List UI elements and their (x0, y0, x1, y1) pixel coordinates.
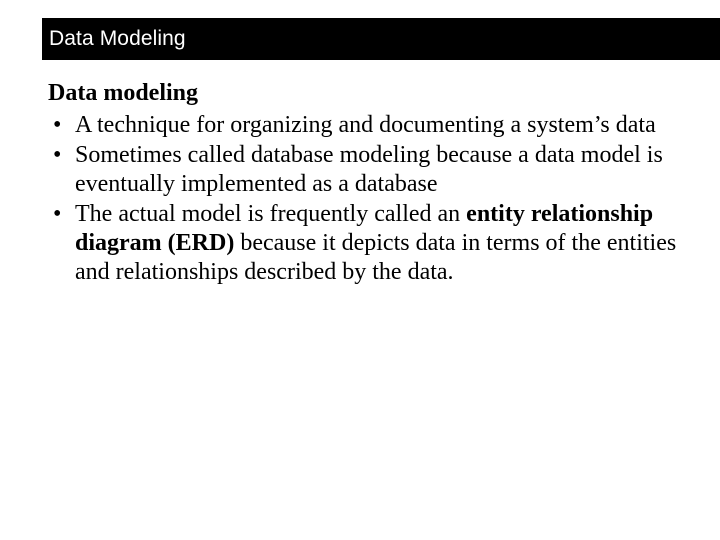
bullet-text-after: because it depicts data in terms of the entities and relationships described by the data. (75, 230, 677, 285)
section-heading: Data modeling (48, 80, 198, 106)
bullet-text-before: The actual model is frequently called an (75, 201, 467, 227)
bullet-icon: • (53, 142, 62, 168)
bullet-list (48, 111, 698, 287)
bullet-icon: • (53, 201, 62, 227)
bullet-icon: • (53, 112, 62, 138)
bullet-text-bold-term: entity relationship diagram (ERD) (75, 201, 654, 256)
slide-body (48, 79, 698, 288)
slide-title-bar (42, 18, 720, 60)
bullet-item-database-modeling (48, 141, 698, 199)
slide-title: Data Modeling (49, 27, 186, 50)
bullet-text: A technique for organizing and documenting a system’s data (75, 112, 656, 138)
bullet-item-erd (48, 200, 698, 287)
bullet-text: Sometimes called database modeling because a data model is eventually implemented as a database (75, 142, 663, 197)
bullet-item-technique (48, 111, 698, 140)
